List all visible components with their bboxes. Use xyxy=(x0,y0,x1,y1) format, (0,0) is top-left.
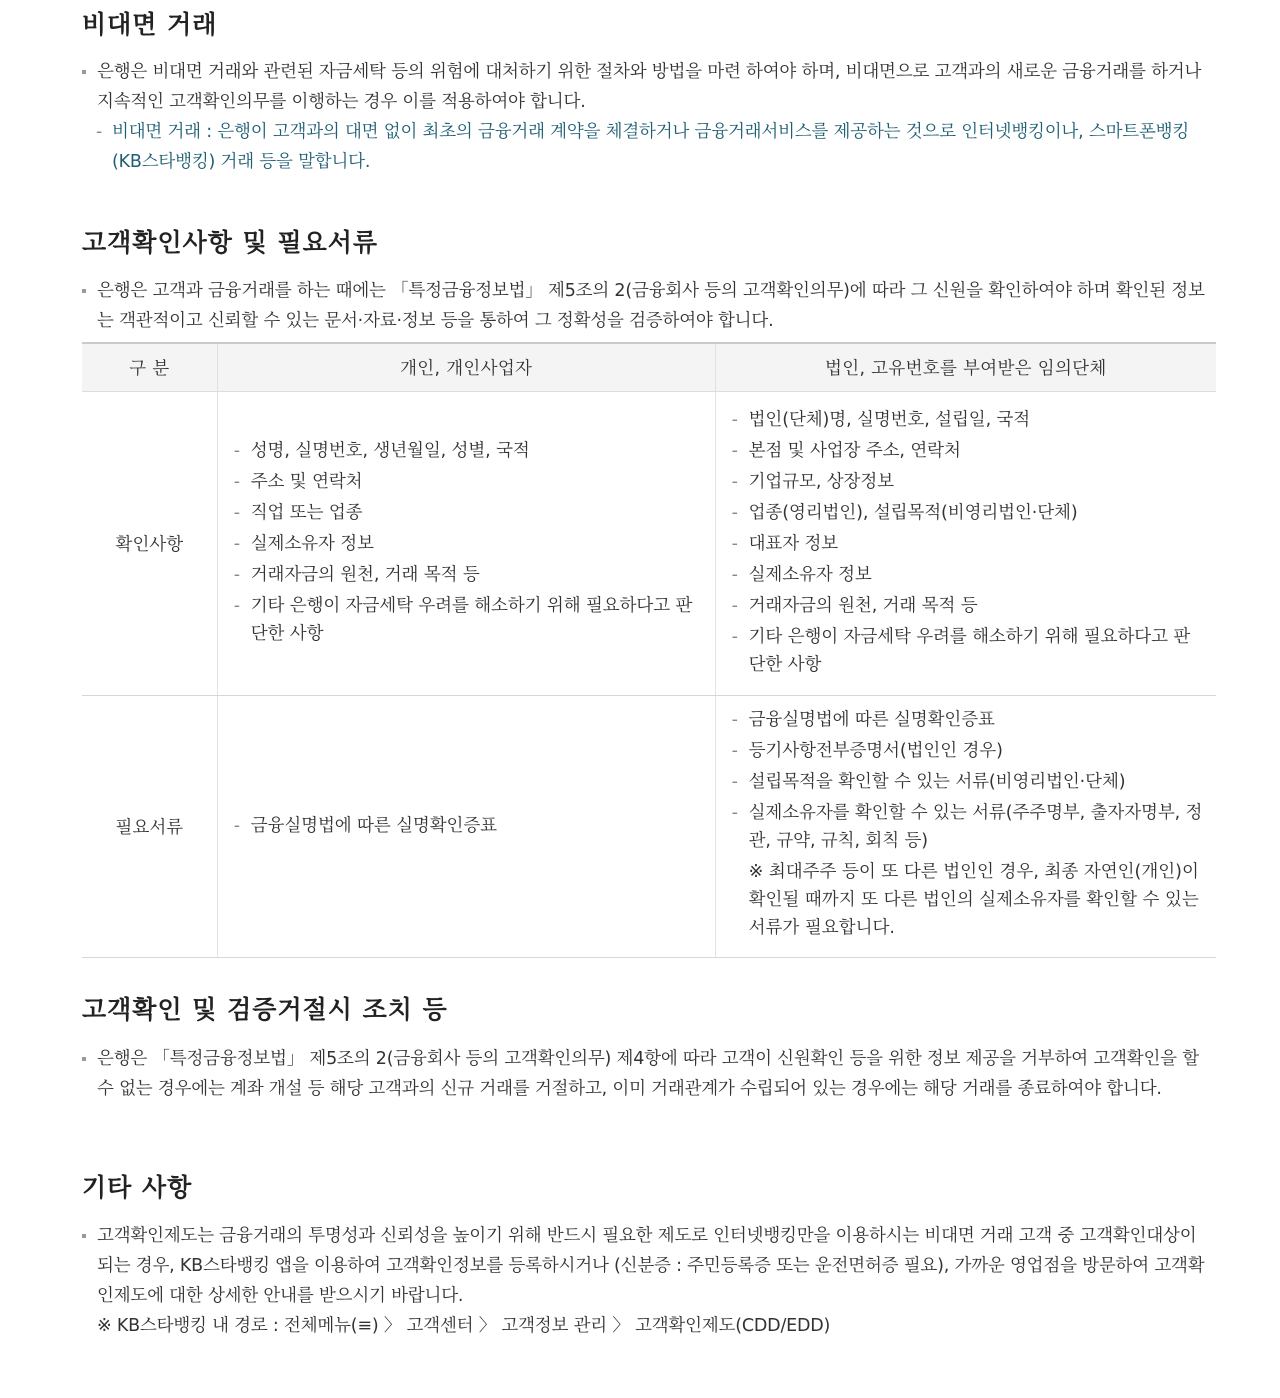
table-row xyxy=(82,696,1216,958)
bullet-paragraph xyxy=(82,57,1216,117)
dash-marker: - xyxy=(731,741,738,761)
dash-marker: - xyxy=(731,503,738,523)
section-non-face-to-face xyxy=(82,8,1216,177)
list-item: - 직업 또는 업종 xyxy=(234,499,705,527)
list-item: - 성명, 실명번호, 생년월일, 성별, 국적 xyxy=(234,437,705,465)
bullet-text: 은행은 비대면 거래와 관련된 자금세탁 등의 위험에 대처하기 위한 절차와 방법을 마련 하여야 하며, 비대면으로 고객과의 새로운 금융거래를 하거나 지속적인 고객확인의무를 이행하는 경우 이를 적용하여야 합니다. xyxy=(97,62,1202,112)
bullet-paragraph xyxy=(82,276,1216,336)
item-list xyxy=(234,437,705,648)
list-item: - 거래자금의 원천, 거래 목적 등 xyxy=(732,592,1206,620)
square-bullet-icon xyxy=(82,289,86,293)
list-item: - 대표자 정보 xyxy=(732,530,1206,558)
dash-marker: - xyxy=(233,815,240,836)
item-list xyxy=(732,706,1206,855)
dash-marker: - xyxy=(731,803,738,823)
corporate-cell xyxy=(715,392,1216,696)
individual-cell xyxy=(217,696,715,958)
section-title: 고객확인 및 검증거절시 조치 등 xyxy=(82,995,448,1024)
item-list xyxy=(234,812,705,840)
list-item: - 주소 및 연락처 xyxy=(234,468,705,496)
list-item: - 본점 및 사업장 주소, 연락처 xyxy=(732,437,1206,465)
row-label: 확인사항 xyxy=(82,392,217,696)
section-title: 비대면 거래 xyxy=(82,10,218,39)
corporate-cell xyxy=(715,696,1216,958)
app-path-note: ※ KB스타뱅킹 내 경로 : 전체메뉴(≡) 〉 고객센터 〉 고객정보 관리 〉 고객확인제도(CDD/EDD) xyxy=(97,1316,831,1336)
list-item: - 금융실명법에 따른 실명확인증표 xyxy=(732,706,1206,734)
dash-marker: - xyxy=(233,472,240,492)
dash-marker: - xyxy=(233,441,240,461)
header-individual: 개인, 개인사업자 xyxy=(217,343,715,392)
list-item: - 거래자금의 원천, 거래 목적 등 xyxy=(234,561,705,589)
dash-marker: - xyxy=(731,596,738,616)
table-header-row xyxy=(82,343,1216,392)
dash-marker: - xyxy=(233,565,240,585)
bullet-text: 은행은 「특정금융정보법」 제5조의 2(금융회사 등의 고객확인의무) 제4항에 따라 고객이 신원확인 등을 위한 정보 제공을 거부하여 고객확인을 할 수 없는 경우에는 계좌 개설 등 해당 고객과의 신규 거래를 거절하고, 이미 거래관계가 수립되어 있는 경우에는 해당 거래를 종료하여야 합니다. xyxy=(97,1049,1199,1099)
dash-marker: - xyxy=(731,772,738,792)
bullet-paragraph xyxy=(82,1044,1216,1104)
individual-cell xyxy=(217,392,715,696)
list-item: - 기타 은행이 자금세탁 우려를 해소하기 위해 필요하다고 판단한 사항 xyxy=(234,592,705,648)
dash-marker: - xyxy=(731,534,738,554)
dash-marker: - xyxy=(731,565,738,585)
dash-marker: - xyxy=(96,122,103,142)
verification-table xyxy=(82,342,1216,958)
bullet-text: 은행은 고객과 금융거래를 하는 때에는 「특정금융정보법」 제5조의 2(금융회사 등의 고객확인의무)에 따라 그 신원을 확인하여야 하며 확인된 정보는 객관적이고 신뢰할 수 있는 문서·자료·정보 등을 통하여 그 정확성을 검증하여야 합니다. xyxy=(97,281,1205,331)
list-item: - 업종(영리법인), 설립목적(비영리법인·단체) xyxy=(732,499,1206,527)
list-item: - 기타 은행이 자금세탁 우려를 해소하기 위해 필요하다고 판단한 사항 xyxy=(732,623,1206,679)
dash-marker: - xyxy=(233,534,240,554)
section-refusal-measures xyxy=(82,993,1216,1104)
section-verification-items xyxy=(82,226,1216,336)
reference-note: ※ 최대주주 등이 또 다른 법인인 경우, 최종 자연인(개인)이 확인될 때까지 또 다른 법인의 실제소유자를 확인할 수 있는 서류가 필요합니다. xyxy=(748,862,1199,938)
list-item: - 실제소유자 정보 xyxy=(732,561,1206,589)
bullet-paragraph xyxy=(82,1221,1216,1311)
dash-marker: - xyxy=(731,410,738,430)
list-item: - 실제소유자 정보 xyxy=(234,530,705,558)
list-item: - 설립목적을 확인할 수 있는 서류(비영리법인·단체) xyxy=(732,768,1206,796)
item-list xyxy=(732,406,1206,679)
list-item: - 실제소유자를 확인할 수 있는 서류(주주명부, 출자자명부, 정관, 규약, 규칙, 회칙 등) xyxy=(732,799,1206,855)
section-title: 기타 사항 xyxy=(82,1173,193,1202)
list-item: - 법인(단체)명, 실명번호, 설립일, 국적 xyxy=(732,406,1206,434)
section-other-matters xyxy=(82,1171,1216,1341)
definition-note xyxy=(82,117,1216,177)
dash-marker: - xyxy=(233,503,240,523)
header-corporate: 법인, 고유번호를 부여받은 임의단체 xyxy=(715,343,1216,392)
table-row xyxy=(82,392,1216,696)
dash-marker: - xyxy=(731,710,738,730)
dash-marker: - xyxy=(731,441,738,461)
square-bullet-icon xyxy=(82,1057,86,1061)
list-item: - 금융실명법에 따른 실명확인증표 xyxy=(234,812,705,840)
list-item: - 등기사항전부증명서(법인인 경우) xyxy=(732,737,1206,765)
dash-marker: - xyxy=(731,627,738,647)
bullet-text: 고객확인제도는 금융거래의 투명성과 신뢰성을 높이기 위해 반드시 필요한 제도로 인터넷뱅킹만을 이용하시는 비대면 거래 고객 중 고객확인대상이 되는 경우, KB스타뱅킹 앱을 이용하여 고객확인정보를 등록하시거나 (신분증 : 주민등록증 또는 운전면허증 필요), 가까운 영업점을 방문하여 고객확인제도에 대한 상세한 안내를 받으시기 바랍니다. xyxy=(97,1226,1205,1306)
square-bullet-icon xyxy=(82,70,86,74)
definition-text: 비대면 거래 : 은행이 고객과의 대면 없이 최초의 금융거래 계약을 체결하거나 금융거래서비스를 제공하는 것으로 인터넷뱅킹이나, 스마트폰뱅킹(KB스타뱅킹) 거래 등을 말합니다. xyxy=(112,122,1190,172)
dash-marker: - xyxy=(731,472,738,492)
section-title: 고객확인사항 및 필요서류 xyxy=(82,228,379,257)
header-category: 구 분 xyxy=(82,343,217,392)
square-bullet-icon xyxy=(82,1234,86,1238)
dash-marker: - xyxy=(233,596,240,616)
list-item: - 기업규모, 상장정보 xyxy=(732,468,1206,496)
row-label: 필요서류 xyxy=(82,696,217,958)
